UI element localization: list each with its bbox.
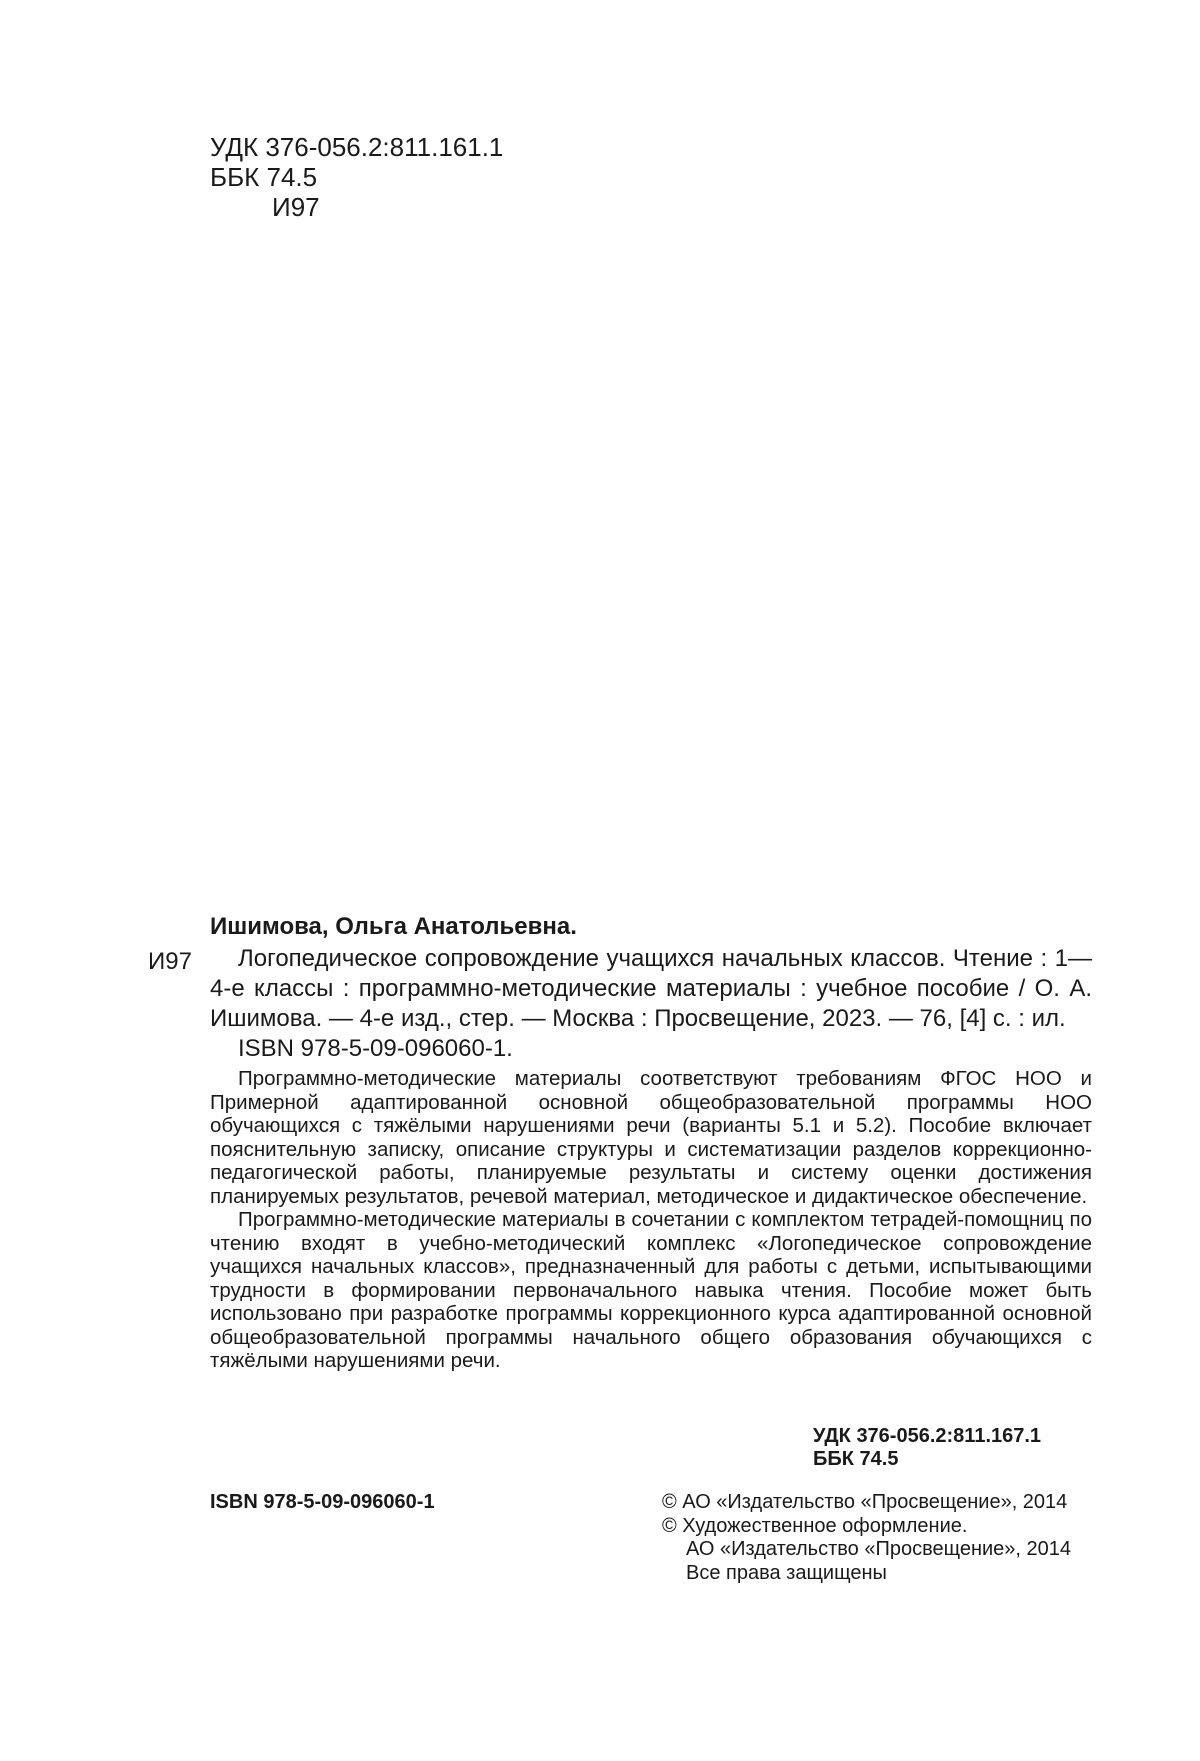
annotation-paragraph: Программно-методические материалы в сочетании с комплектом тетрадей-помощниц по чтению входят в учебно-методический комплекс «Логопедическое сопровождение учащихся начальных классов», предназначенный для работы с детьми, испытывающими трудности в формировании первоначального навыка чтения. Пособие может быть использовано при разработке программы коррекционного курса адаптированной основной общеобразовательной программы начального общего образования обучающихся с тяжёлыми нарушениями речи. — [210, 1208, 1092, 1372]
isbn-number: ISBN 978-5-09-096060-1 — [210, 1491, 435, 1513]
bbk-code: ББК 74.5 — [210, 162, 318, 192]
rights-reserved: Все права защищены — [686, 1561, 887, 1584]
copyright-line: © АО «Издательство «Просвещение», 2014 — [662, 1491, 1068, 1513]
udk-code: УДК 376-056.2:811.161.1 — [210, 132, 504, 162]
record-author-sign: И97 — [148, 948, 192, 975]
bottom-classification — [813, 1425, 1041, 1471]
bottom-bbk-code: ББК 74.5 — [813, 1448, 899, 1470]
bottom-udk-code: УДК 376-056.2:811.167.1 — [813, 1425, 1042, 1447]
copyright-line: © Художественное оформление. — [662, 1514, 968, 1537]
bibliographic-description: Логопедическое сопровождение учащихся начальных классов. Чтение : 1—4-е классы : программно-методические материалы : учебное пособие / О. А. Ишимова. — 4-е изд., стер. — Москва : Просвещение, 2023. — 76, [4] с. : ил. — [210, 945, 1092, 1032]
author-sign: И97 — [272, 192, 320, 222]
annotation-paragraph: Программно-методические материалы соответствуют требованиям ФГОС НОО и Примерной адаптированной основной общеобразовательной программы НОО обучающихся с тяжёлыми нарушениями речи (варианты 5.1 и 5.2). Пособие включает пояснительную записку, описание структуры и систематизации разделов коррекционно-педагогической работы, планируемые результаты и систему оценки достижения планируемых результатов, речевой материал, методическое и дидактическое обеспечение. — [210, 1067, 1092, 1208]
copyright-block — [662, 1491, 1071, 1585]
author-name: Ишимова, Ольга Анатольевна. — [210, 913, 577, 940]
classification-block — [210, 132, 503, 222]
record-isbn: ISBN 978-5-09-096060-1. — [238, 1035, 513, 1062]
copyright-line: АО «Издательство «Просвещение», 2014 — [686, 1538, 1072, 1560]
bibliographic-record — [210, 912, 1092, 1373]
